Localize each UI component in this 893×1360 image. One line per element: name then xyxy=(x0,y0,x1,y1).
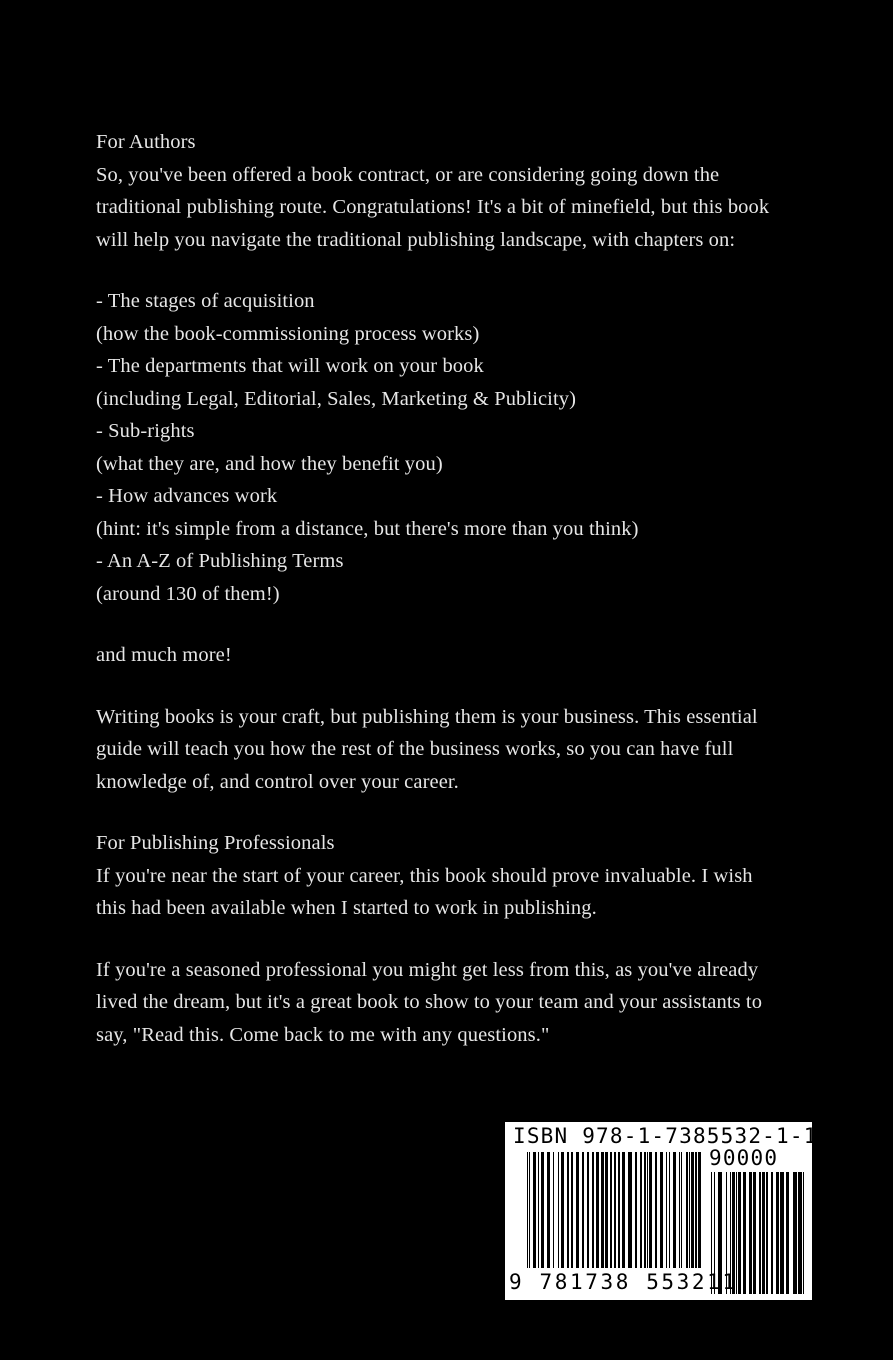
professionals-line: If you're near the start of your career, this book should prove invaluable. I wish xyxy=(96,864,753,887)
professionals-heading: For Publishing Professionals xyxy=(96,832,335,854)
barcode-bar xyxy=(592,1152,594,1268)
barcode-bar xyxy=(695,1152,697,1268)
barcode-bar xyxy=(538,1152,539,1268)
chapter-item: - The departments that will work on your book xyxy=(96,355,484,377)
professionals-line: lived the dream, but it's a great book to show to your team and your assistants to xyxy=(96,991,763,1013)
barcode-bar xyxy=(679,1152,680,1268)
chapter-item: - Sub-rights xyxy=(96,420,195,442)
and-more-line: and much more! xyxy=(96,644,232,666)
chapter-item: - How advances work xyxy=(96,485,278,507)
barcode-bar xyxy=(614,1152,616,1268)
barcode-bar xyxy=(660,1152,663,1268)
barcode-bar xyxy=(571,1152,573,1268)
blurb-text xyxy=(96,126,816,1051)
barcode-bar xyxy=(666,1152,667,1268)
barcode-bar xyxy=(635,1152,637,1268)
business-line: knowledge of, and control over your career. xyxy=(96,770,459,793)
barcode-addon-bar xyxy=(762,1172,765,1294)
chapter-item: - An A-Z of Publishing Terms xyxy=(96,550,344,572)
business-line: Writing books is your craft, but publishing them is your business. This essential xyxy=(96,705,758,728)
barcode-addon-bar xyxy=(766,1172,768,1294)
chapter-note: (including Legal, Editorial, Sales, Marketing & Publicity) xyxy=(96,387,577,410)
professionals-line: this had been available when I started to work in publishing. xyxy=(96,897,597,919)
barcode-addon-bar xyxy=(743,1172,746,1294)
barcode-bar xyxy=(587,1152,589,1268)
barcode-bar xyxy=(553,1152,554,1268)
barcode-bar xyxy=(681,1152,682,1268)
barcode-addon-bar xyxy=(776,1172,779,1294)
paragraph-gap xyxy=(96,925,816,954)
chapter-note: (around 130 of them!) xyxy=(96,582,280,605)
ean-digits: 9 781738 553211 xyxy=(509,1270,738,1294)
authors-heading: For Authors xyxy=(96,131,196,153)
barcode-bar xyxy=(689,1152,690,1268)
barcode-addon-bar xyxy=(771,1172,773,1294)
barcode-bar xyxy=(610,1152,612,1268)
professionals-line: say, "Read this. Come back to me with any questions." xyxy=(96,1023,550,1046)
intro-line: traditional publishing route. Congratulations! It's a bit of minefield, but this book xyxy=(96,196,770,218)
price-code: 90000 xyxy=(709,1146,779,1170)
barcode-bar xyxy=(673,1152,676,1268)
barcode-addon-bar xyxy=(753,1172,756,1294)
barcode-bar xyxy=(601,1152,604,1268)
barcode-bar xyxy=(691,1152,694,1268)
paragraph-gap xyxy=(96,798,816,827)
barcode-bar xyxy=(628,1152,632,1268)
barcode-bar xyxy=(647,1152,648,1268)
chapter-note: (how the book-commissioning process works) xyxy=(96,322,480,345)
barcode-bar xyxy=(622,1152,625,1268)
barcode-addon-bar xyxy=(798,1172,802,1294)
professionals-line: If you're a seasoned professional you might get less from this, as you've already xyxy=(96,958,759,981)
barcode-bar xyxy=(567,1152,569,1268)
barcode-bar xyxy=(669,1152,670,1268)
barcode-bar xyxy=(529,1152,530,1268)
barcode-bar xyxy=(582,1152,584,1268)
barcode-bar xyxy=(576,1152,579,1268)
chapter-note: (hint: it's simple from a distance, but there's more than you think) xyxy=(96,517,639,540)
paragraph-gap xyxy=(96,610,816,639)
isbn-label: ISBN 978-1-7385532-1-1 xyxy=(513,1124,818,1148)
isbn-barcode xyxy=(505,1122,818,1300)
business-line: guide will teach you how the rest of the business works, so you can have full xyxy=(96,738,734,760)
chapter-note: (what they are, and how they benefit you) xyxy=(96,452,443,475)
barcode-addon-bar xyxy=(738,1172,741,1294)
barcode-addon-bar xyxy=(786,1172,789,1294)
barcode-bar xyxy=(547,1152,550,1268)
chapter-item: - The stages of acquisition xyxy=(96,290,315,312)
barcode-bar xyxy=(541,1152,544,1268)
barcode-bar xyxy=(558,1152,559,1268)
intro-line: So, you've been offered a book contract, or are considering going down the xyxy=(96,163,720,186)
barcode-bar xyxy=(686,1152,688,1268)
barcode-bar xyxy=(644,1152,646,1268)
barcode-bar xyxy=(640,1152,642,1268)
paragraph-gap xyxy=(96,256,816,285)
barcode-addon-bar xyxy=(780,1172,784,1294)
barcode-bar xyxy=(618,1152,620,1268)
barcode-bar xyxy=(527,1152,528,1268)
barcode-addon-bar xyxy=(803,1172,804,1294)
paragraph-gap xyxy=(96,672,816,701)
barcode-bar xyxy=(561,1152,564,1268)
barcode-bar xyxy=(698,1152,701,1268)
barcode-addon-bar xyxy=(759,1172,761,1294)
barcode-bar xyxy=(655,1152,657,1268)
barcode-addon-bar xyxy=(749,1172,752,1294)
barcode-bar xyxy=(605,1152,608,1268)
intro-line: will help you navigate the traditional publishing landscape, with chapters on: xyxy=(96,228,736,251)
barcode-bar xyxy=(533,1152,536,1268)
barcode-bar xyxy=(649,1152,652,1268)
barcode-bar xyxy=(596,1152,599,1268)
barcode-addon-bar xyxy=(793,1172,797,1294)
